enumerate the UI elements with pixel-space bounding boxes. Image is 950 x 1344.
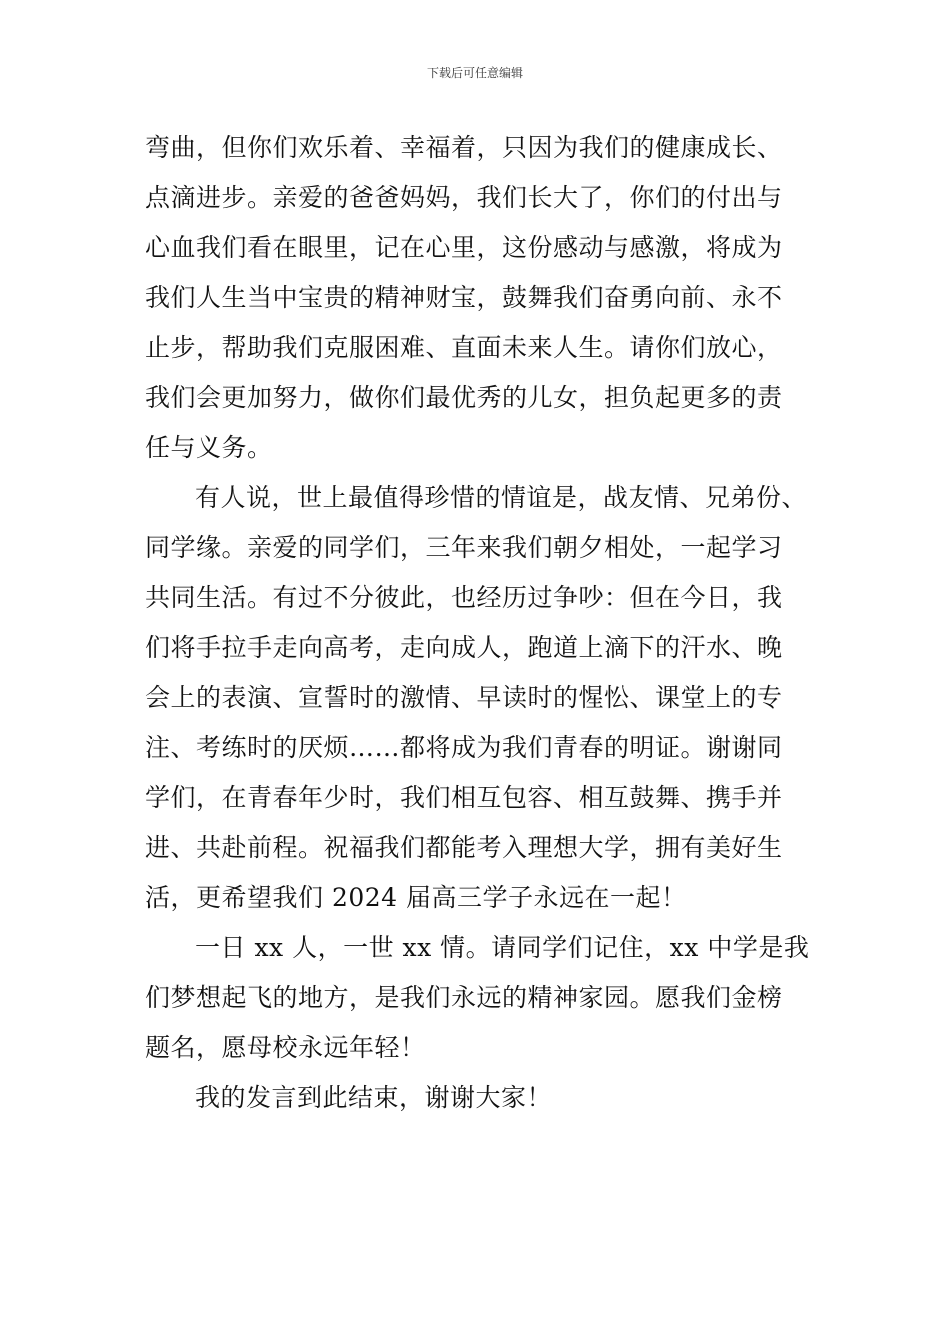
text-line: 活，更希望我们 2024 届高三学子永远在一起！ xyxy=(145,883,687,912)
paragraph-start-line: 有人说，世上最值得珍惜的情谊是，战友情、兄弟份、 xyxy=(195,483,808,512)
text-line: 我们人生当中宝贵的精神财宝，鼓舞我们奋勇向前、永不 xyxy=(145,283,783,312)
text-line: 同学缘。亲爱的同学们，三年来我们朝夕相处，一起学习 xyxy=(145,533,783,562)
text-line: 我们会更加努力，做你们最优秀的儿女，担负起更多的责 xyxy=(145,383,783,412)
text-line: 进、共赴前程。祝福我们都能考入理想大学，拥有美好生 xyxy=(145,833,783,862)
text-line: 学们，在青春年少时，我们相互包容、相互鼓舞、携手并 xyxy=(145,783,783,812)
text-line: 注、考练时的厌烦……都将成为我们青春的明证。谢谢同 xyxy=(145,733,783,762)
text-line: 会上的表演、宣誓时的激情、早读时的惺忪、课堂上的专 xyxy=(145,683,783,712)
paragraph-start-line: 一日 xx 人，一世 xx 情。请同学们记住，xx 中学是我 xyxy=(195,933,810,962)
text-line: 题名，愿母校永远年轻！ xyxy=(145,1033,426,1062)
text-line: 们将手拉手走向高考，走向成人，跑道上滴下的汗水、晚 xyxy=(145,633,783,662)
text-line: 共同生活。有过不分彼此，也经历过争吵：但在今日，我 xyxy=(145,583,783,612)
text-line: 点滴进步。亲爱的爸爸妈妈，我们长大了，你们的付出与 xyxy=(145,183,783,212)
text-line: 心血我们看在眼里，记在心里，这份感动与感激，将成为 xyxy=(145,233,783,262)
text-line: 任与义务。 xyxy=(145,433,273,462)
text-line: 弯曲，但你们欢乐着、幸福着，只因为我们的健康成长、 xyxy=(145,133,783,162)
text-line: 止步，帮助我们克服困难、直面未来人生。请你们放心， xyxy=(145,333,783,362)
text-line: 们梦想起飞的地方，是我们永远的精神家园。愿我们金榜 xyxy=(145,983,783,1012)
closing-line: 我的发言到此结束，谢谢大家！ xyxy=(195,1083,553,1112)
page-header: 下载后可任意编辑 xyxy=(426,66,523,80)
